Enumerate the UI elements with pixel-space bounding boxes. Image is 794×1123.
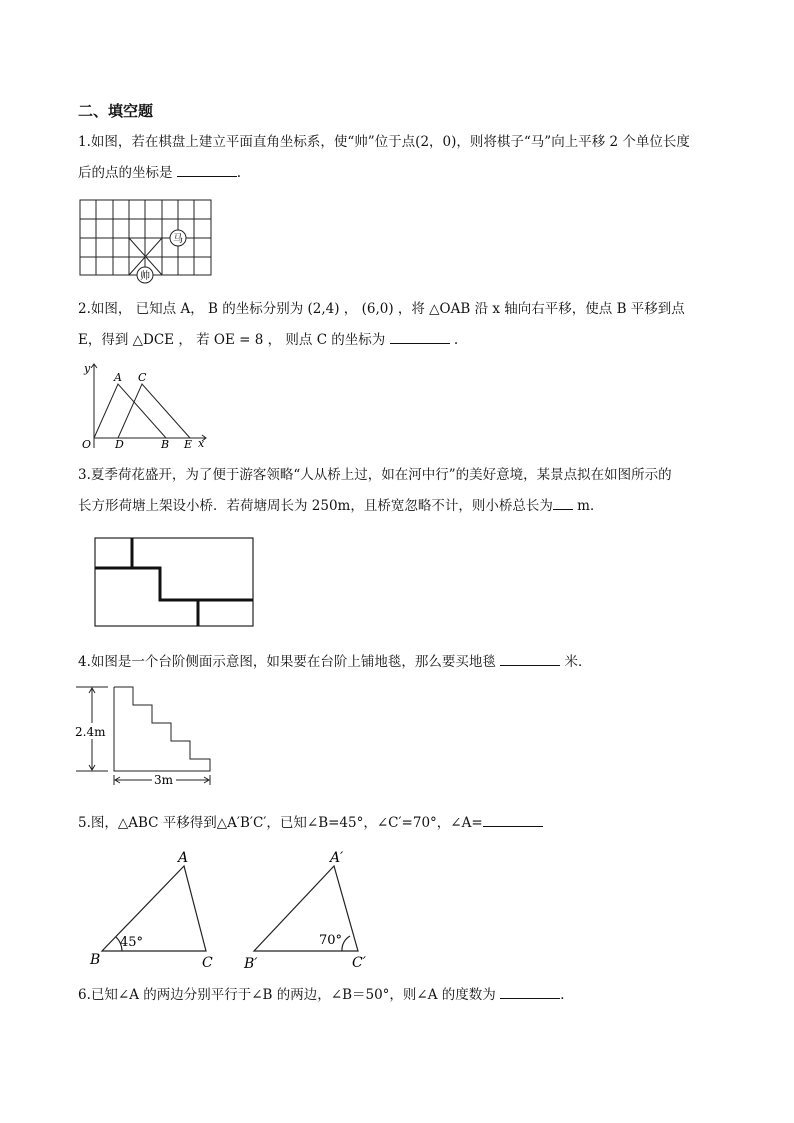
angle-b-label: 45° (120, 935, 144, 950)
question-1 (78, 127, 728, 189)
translation-graph-figure (78, 360, 210, 452)
axis-x-label: x (198, 437, 205, 450)
answer-blank[interactable] (500, 997, 560, 999)
height-label: 2.4m (75, 725, 106, 739)
question-4 (78, 647, 728, 678)
q2-line2 (78, 325, 728, 356)
stairs-figure (74, 685, 216, 789)
chessboard-figure (78, 198, 214, 284)
piece-shuai-label: 帅 (140, 271, 150, 282)
q3-line2-end: m． (572, 498, 604, 514)
point-c-label: C (138, 371, 147, 384)
label-c: C (202, 955, 213, 971)
width-label: 3m (154, 773, 174, 787)
point-e-label: E (184, 438, 193, 451)
point-b-label: B (161, 438, 170, 451)
q2-line1: 2.如图， 已知点 A， B 的坐标分别为 (2,4) ， (6,0) ，将 △OAB 沿 x 轴向右平移，使点 B 平移到点 (78, 301, 685, 317)
q6-line1-end: . (560, 987, 565, 1003)
label-a: A (178, 850, 189, 866)
q3-line1: 3.夏季荷花盛开，为了便于游客领略“人从桥上过，如在河中行”的美好意境，某景点拟在如图所示的 (78, 467, 672, 483)
pond-bridge-figure (94, 537, 256, 629)
axis-y-label: y (84, 362, 91, 375)
q6-line1 (78, 980, 728, 1011)
q1-line1: 1.如图，若在棋盘上建立平面直角坐标系，使“帅”位于点(2，0)，则将棋子“马”向上平移 2 个单位长度 (78, 134, 690, 150)
q4-line1 (78, 647, 728, 678)
answer-blank[interactable] (553, 508, 573, 510)
q5-line1-text: 5.图，△ABC 平移得到△A′B′C′，已知∠B=45°，∠C′=70°，∠A= (78, 815, 483, 831)
q4-line1-text: 4.如图是一个台阶侧面示意图，如果要在台阶上铺地毯，那么要买地毯 (78, 654, 496, 670)
q1-line2 (78, 158, 728, 189)
q6-line1-text: 6.已知∠A 的两边分别平行于∠B 的两边，∠B＝50°，则∠A 的度数为 (78, 987, 496, 1003)
question-5 (78, 808, 728, 839)
section-title: 二、填空题 (78, 102, 154, 120)
point-o-label: O (82, 438, 92, 451)
triangles-figure (86, 846, 386, 974)
point-a-label: A (114, 371, 122, 384)
question-6 (78, 980, 728, 1011)
q3-line2-text: 长方形荷塘上架设小桥．若荷塘周长为 250m，且桥宽忽略不计，则小桥总长为 (78, 498, 553, 514)
label-a-prime: A′ (330, 850, 344, 866)
angle-c-prime-label: 70° (319, 933, 343, 948)
q4-line1-end: 米． (560, 654, 592, 670)
q3-line2 (78, 491, 728, 522)
q2-line2-end: . (453, 332, 459, 348)
answer-blank[interactable] (177, 175, 237, 177)
question-2 (78, 294, 728, 356)
q2-line2-text: E，得到 △DCE ， 若 OE = 8 ， 则点 C 的坐标为 (78, 332, 386, 348)
answer-blank[interactable] (500, 664, 560, 666)
label-b: B (90, 952, 101, 968)
answer-blank[interactable] (483, 825, 543, 827)
piece-ma-label: 马 (173, 234, 183, 245)
question-3 (78, 460, 728, 522)
q1-line2-end: . (236, 165, 242, 181)
q1-line2-text: 后的点的坐标是 (78, 165, 173, 181)
q5-line1 (78, 808, 728, 839)
label-b-prime: B′ (244, 956, 258, 972)
label-c-prime: C′ (352, 955, 366, 971)
point-d-label: D (115, 438, 124, 451)
answer-blank[interactable] (390, 342, 450, 344)
